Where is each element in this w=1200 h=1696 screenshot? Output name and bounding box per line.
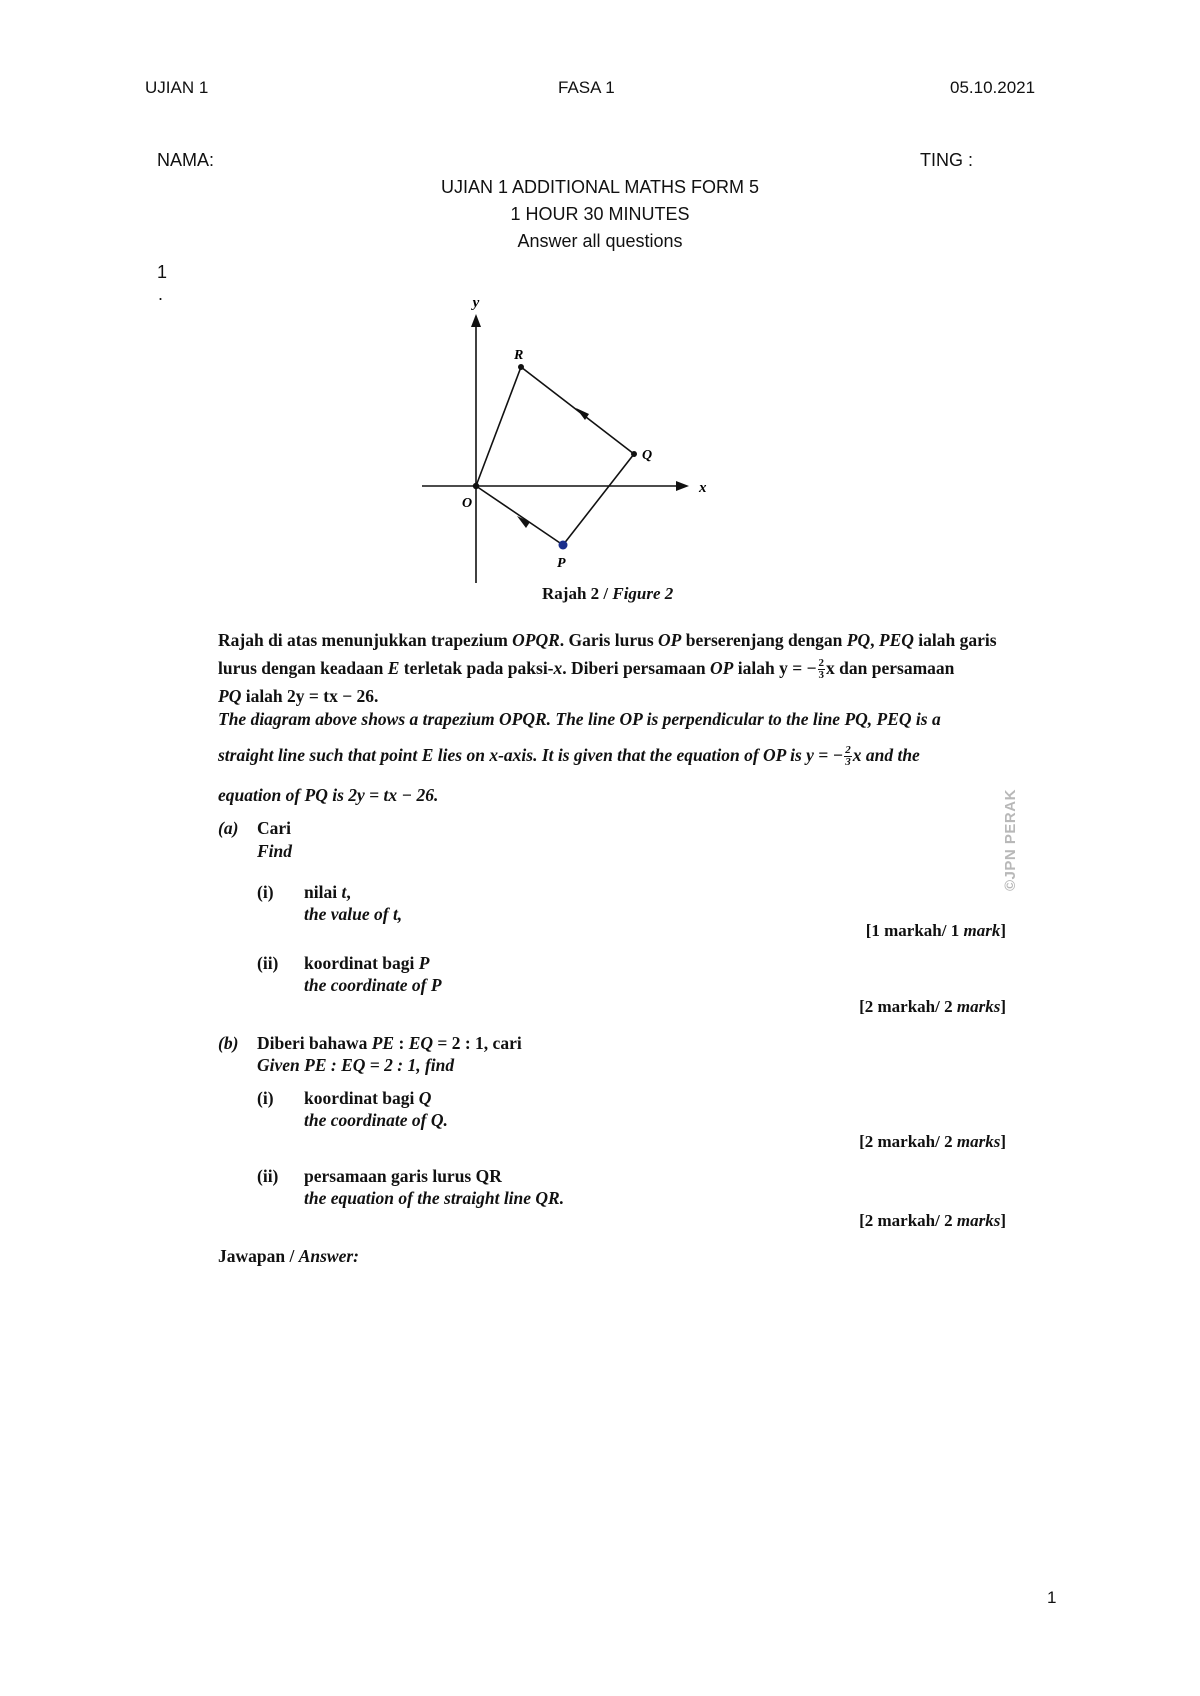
- intro-malay-line-3: PQ ialah 2y = tx − 26.: [218, 686, 379, 706]
- header-right: 05.10.2021: [950, 78, 1036, 97]
- part-a-ii-malay: koordinat bagi P: [304, 953, 430, 973]
- question-dot: .: [158, 284, 164, 304]
- figure-caption: Rajah 2 / Figure 2: [542, 584, 674, 603]
- name-label: NAMA:: [157, 150, 215, 170]
- x-axis-arrowhead: [676, 481, 689, 491]
- part-a-i-marks: [1 markah/ 1 mark]: [865, 921, 1006, 940]
- part-a-malay: Cari: [257, 818, 292, 838]
- intro-english-line-1: The diagram above shows a trapezium OPQR. The line OP is perpendicular to the line PQ, PEQ is a: [218, 709, 941, 729]
- part-b-english: Given PE : EQ = 2 : 1, find: [257, 1055, 455, 1075]
- part-b-i-malay: koordinat bagi Q: [304, 1088, 432, 1108]
- label-r: R: [514, 348, 524, 363]
- part-b-ii-marks: [2 markah/ 2 marks]: [859, 1211, 1006, 1230]
- exam-title: UJIAN 1 ADDITIONAL MATHS FORM 5: [440, 177, 760, 197]
- part-a-label: (a): [218, 818, 239, 838]
- side-qp: [563, 454, 634, 545]
- side-po: [476, 486, 563, 545]
- part-a-ii-marks: [2 markah/ 2 marks]: [859, 997, 1006, 1016]
- side-rq: [521, 367, 634, 454]
- jpn-perak-watermark: ©JPN PERAK: [1002, 789, 1019, 891]
- label-o: O: [462, 496, 473, 511]
- intro-english-line-3: equation of PQ is 2y = tx − 26.: [218, 785, 439, 805]
- part-b-label: (b): [218, 1033, 239, 1053]
- part-a-ii-english: the coordinate of P: [304, 975, 442, 995]
- y-axis-arrowhead: [471, 314, 481, 327]
- fraction-two-thirds: $\frac{2}{3}$: [818, 657, 825, 682]
- fraction-two-thirds-english: $\frac{2}{3}$: [845, 744, 851, 769]
- part-b-ii-malay: persamaan garis lurus QR: [304, 1166, 502, 1186]
- intro-malay-line-2: lurus dengan keadaan E terletak pada paksi-x. Diberi persamaan OP ialah y = − $\frac{2}{3}$ x dan persamaan: [218, 657, 955, 682]
- point-p: [559, 541, 568, 550]
- page-number: 1: [1047, 1588, 1057, 1607]
- intro-malay-line-1: Rajah di atas menunjukkan trapezium OPQR. Garis lurus OP berserenjang dengan PQ, PEQ ialah garis: [218, 630, 997, 650]
- part-b-i-english: the coordinate of Q.: [304, 1110, 448, 1130]
- point-r: [518, 364, 524, 370]
- part-a-ii-label: (ii): [257, 953, 279, 973]
- label-q: Q: [642, 448, 653, 463]
- exam-instruction: Answer all questions: [517, 231, 683, 251]
- point-q: [631, 451, 637, 457]
- part-b-ii-label: (ii): [257, 1166, 279, 1186]
- class-label: TING :: [920, 150, 973, 170]
- intro-english-line-2: straight line such that point E lies on x-axis. It is given that the equation of OP is y = − $\frac{2}{3}$ x and the: [218, 744, 920, 769]
- trapezium-figure: [400, 290, 740, 590]
- question-number: 1: [157, 262, 168, 282]
- label-y: y: [472, 295, 480, 311]
- header-center: FASA 1: [558, 78, 615, 97]
- part-a-i-label: (i): [257, 882, 274, 902]
- part-b-i-marks: [2 markah/ 2 marks]: [859, 1132, 1006, 1151]
- part-a-i-malay: nilai t,: [304, 882, 351, 902]
- header-left: UJIAN 1: [145, 78, 209, 97]
- exam-duration: 1 HOUR 30 MINUTES: [510, 204, 690, 224]
- label-x: x: [699, 480, 707, 496]
- part-b-i-label: (i): [257, 1088, 274, 1108]
- side-or: [476, 367, 521, 486]
- part-b-malay: Diberi bahawa PE : EQ = 2 : 1, cari: [257, 1033, 522, 1053]
- part-a-english: Find: [257, 841, 293, 861]
- part-b-ii-english: the equation of the straight line QR.: [304, 1188, 565, 1208]
- answer-label: Jawapan / Answer:: [218, 1246, 360, 1266]
- point-o: [473, 483, 479, 489]
- part-a-i-english: the value of t,: [304, 904, 403, 924]
- label-p: P: [557, 556, 566, 571]
